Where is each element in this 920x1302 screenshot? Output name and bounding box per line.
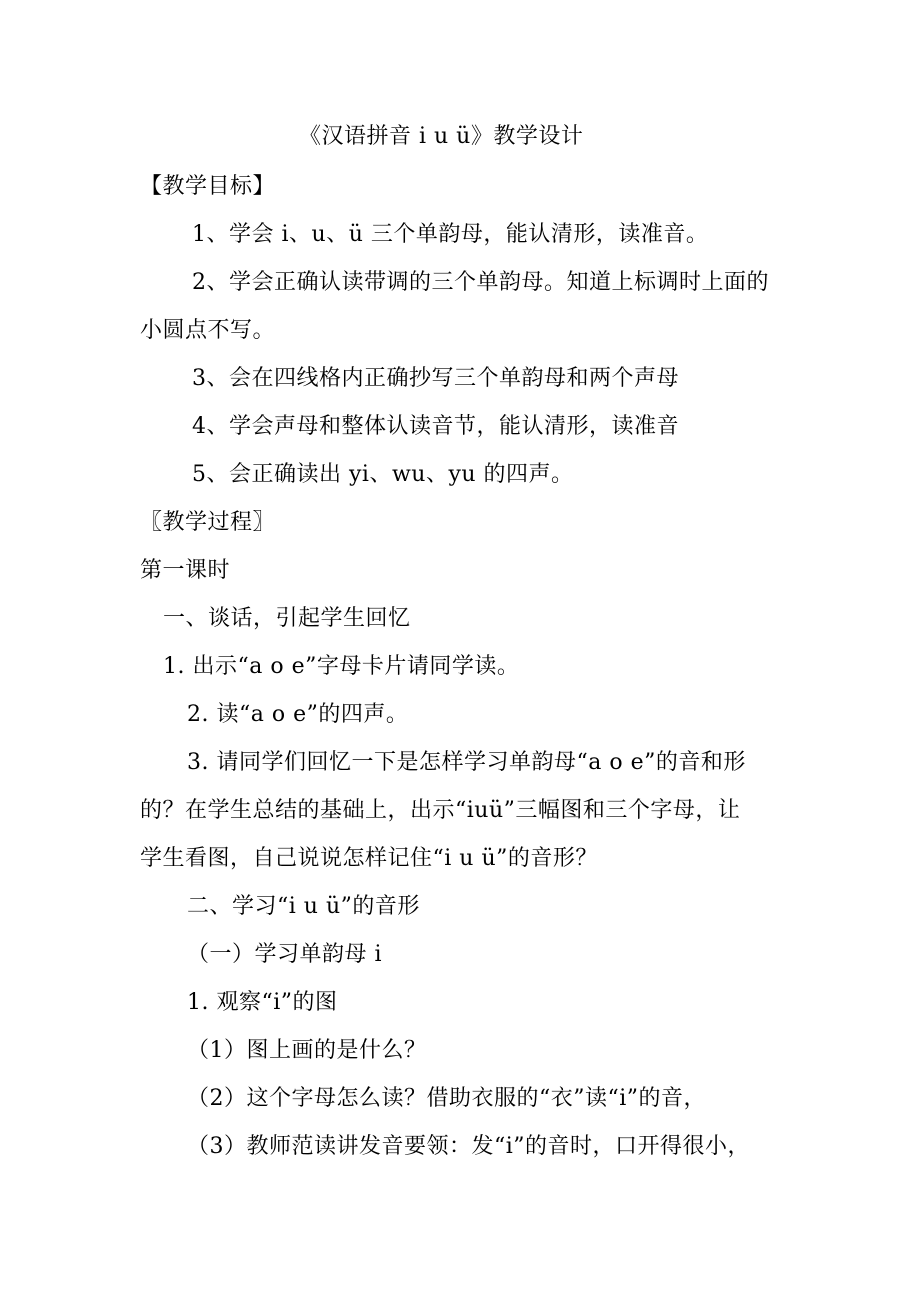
document-title: 《汉语拼音 i u ü》教学设计 [299, 124, 584, 149]
section-2-question-1: （1）图上画的是什么？ [187, 1038, 427, 1063]
section-1-step-1: 1. 出示“a o e”字母卡片请同学读。 [163, 654, 520, 679]
objective-item-2-line-2: 小圆点不写。 [140, 318, 276, 343]
objective-item-4: 4、学会声母和整体认读音节，能认清形，读准音 [192, 414, 679, 439]
section-1-step-3-line-3: 学生看图，自己说说怎样记住“i u ü”的音形？ [140, 846, 598, 871]
objective-item-3: 3、会在四线格内正确抄写三个单韵母和两个声母 [192, 366, 679, 391]
section-2-subheading-1: （一）学习单韵母 i [187, 942, 383, 967]
objectives-heading: 【教学目标】 [140, 174, 276, 199]
section-1-step-3-line-2: 的？在学生总结的基础上，出示“iuü”三幅图和三个字母，让 [140, 798, 741, 823]
section-1-heading: 一、谈话，引起学生回忆 [163, 606, 411, 631]
lesson-label: 第一课时 [140, 558, 231, 583]
objective-item-5: 5、会正确读出 yi、wu、yu 的四声。 [192, 462, 574, 487]
objective-item-1: 1、学会 i、u、ü 三个单韵母，能认清形，读准音。 [192, 222, 709, 247]
section-2-question-3: （3）教师范读讲发音要领：发“i”的音时，口开得很小， [187, 1134, 751, 1159]
section-2-heading: 二、学习“i u ü”的音形 [187, 894, 420, 919]
section-2-observe-step: 1. 观察“i”的图 [187, 990, 338, 1015]
process-heading: 〖教学过程〗 [140, 510, 276, 535]
section-1-step-3-line-1: 3. 请同学们回忆一下是怎样学习单韵母“a o e”的音和形 [187, 750, 746, 775]
section-2-question-2: （2）这个字母怎么读？借助衣服的“衣”读“i”的音， [187, 1086, 707, 1111]
section-1-step-2: 2. 读“a o e”的四声。 [187, 702, 409, 727]
objective-item-2-line-1: 2、学会正确认读带调的三个单韵母。知道上标调时上面的 [192, 270, 769, 295]
